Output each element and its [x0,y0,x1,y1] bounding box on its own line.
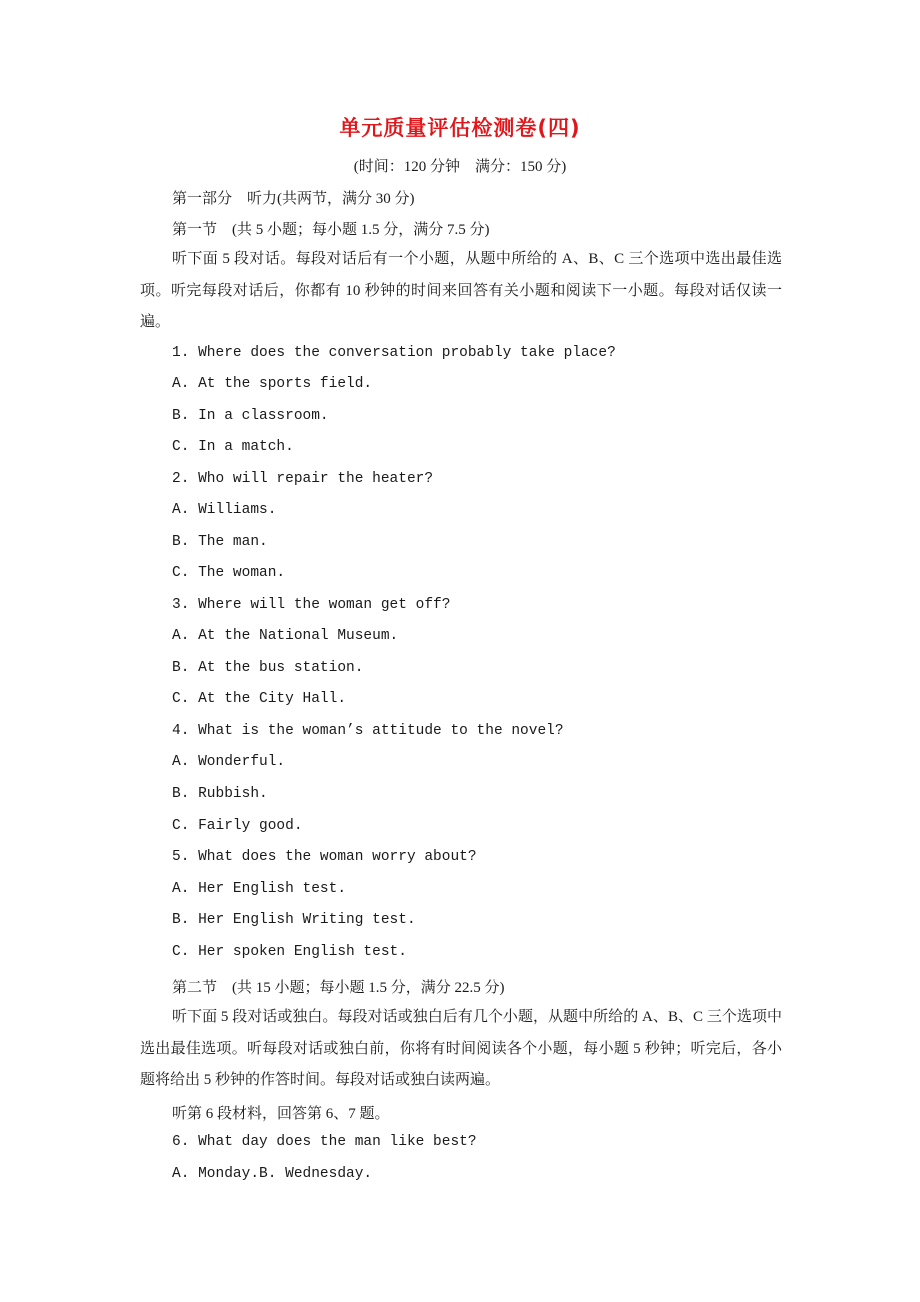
question-2-option-c: C. The woman. [172,565,286,581]
question-5: 5. What does the woman worry about? [172,849,477,865]
question-3-option-a: A. At the National Museum. [172,628,399,644]
part1-heading: 第一部分 听力(共两节，满分 30 分) [172,191,415,207]
question-6: 6. What day does the man like best? [172,1134,477,1150]
section2-instructions: 听下面 5 段对话或独白。每段对话或独白后有几个小题，从题中所给的 A、B、C 三个选项中选出最佳选项。听每段对话或独白前，你将有时间阅读各个小题，每小题 5 秒钟；听完后，各小题将给出 5 秒钟的作答时间。每段对话或独白读两遍。 [140,1009,782,1088]
question-1-option-b: B. In a classroom. [172,408,329,424]
section2-heading: 第二节 (共 15 小题；每小题 1.5 分，满分 22.5 分) [172,980,505,996]
page-title: 单元质量评估检测卷(四) [339,116,581,140]
question-3-option-c: C. At the City Hall. [172,691,347,707]
question-2-option-a: A. Williams. [172,502,277,518]
question-4-option-a: A. Wonderful. [172,754,286,770]
question-6-options: A. Monday.B. Wednesday. [172,1166,373,1182]
question-4-option-c: C. Fairly good. [172,818,303,834]
exam-time-score: (时间：120 分钟 满分：150 分) [353,159,567,175]
question-2-option-b: B. The man. [172,534,268,550]
question-4: 4. What is the woman’s attitude to the novel? [172,723,564,739]
question-5-option-a: A. Her English test. [172,881,347,897]
question-1-option-a: A. At the sports field. [172,376,373,392]
question-2: 2. Who will repair the heater? [172,471,434,487]
section1-heading: 第一节 (共 5 小题；每小题 1.5 分，满分 7.5 分) [172,222,490,238]
question-5-option-b: B. Her English Writing test. [172,912,416,928]
question-1: 1. Where does the conversation probably take place? [172,345,616,361]
section1-instructions: 听下面 5 段对话。每段对话后有一个小题，从题中所给的 A、B、C 三个选项中选出最佳选项。听完每段对话后，你都有 10 秒钟的时间来回答有关小题和阅读下一小题。每段对话仅读一遍。 [140,251,782,330]
material-6-heading: 听第 6 段材料，回答第 6、7 题。 [172,1106,390,1122]
question-1-option-c: C. In a match. [172,439,294,455]
question-4-option-b: B. Rubbish. [172,786,268,802]
question-3: 3. Where will the woman get off? [172,597,451,613]
question-5-option-c: C. Her spoken English test. [172,944,407,960]
question-3-option-b: B. At the bus station. [172,660,364,676]
